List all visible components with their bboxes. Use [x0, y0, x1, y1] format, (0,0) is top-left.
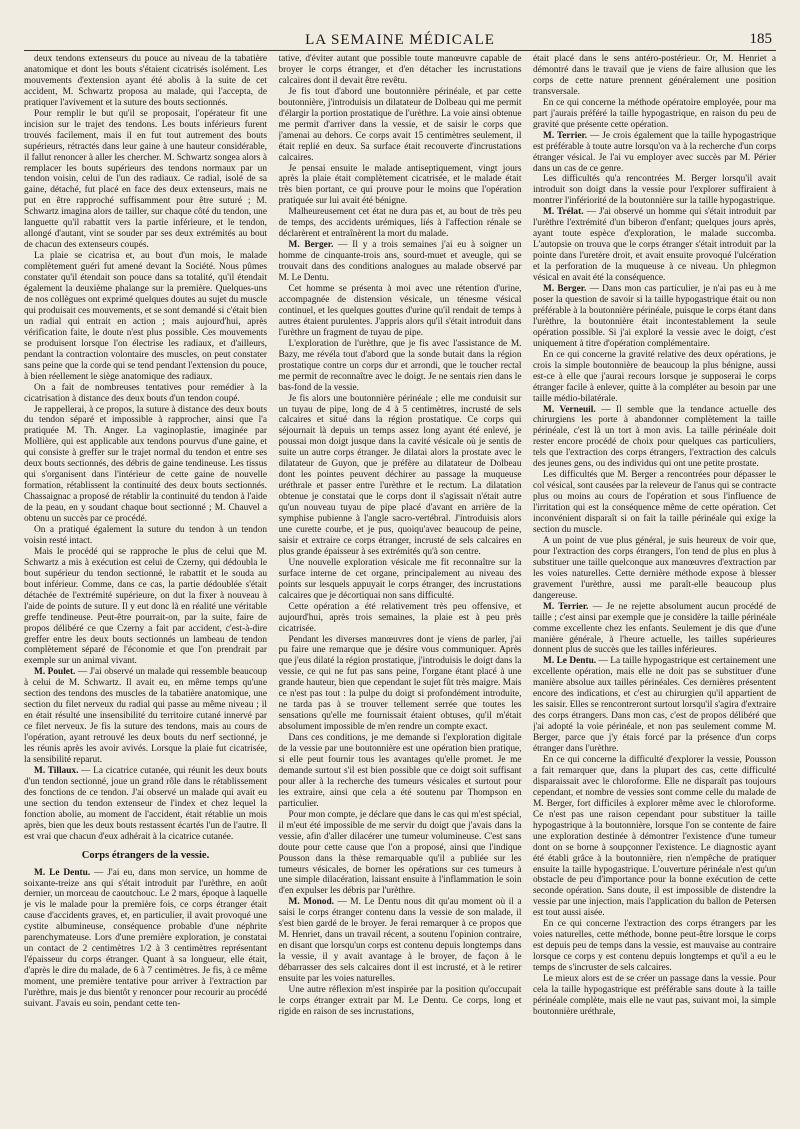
speaker-name: M. Le Dentu. — [34, 867, 91, 878]
paragraph-text: Je fis alors une boutonnière périnéale ; elle me conduisit sur un tuyau de pipe, long de 4 à 5 centimètres, incrusté de sels calcaires et situé dans la région prostatique. Ce corps qui séjournait là depuis un temps assez long ayant été enlevé, je poussai mon doigt jusque dans la cavité vésicale où je sentis de suite un autre corps étranger. Je dilatai alors la prostate avec le dilatateur de Guyon, que je préfère au dilatateur de Dolbeau dont les pointes peuvent déchirer au passage la muqueuse uréthrale et passer entre l'urèthre et le rectum. La dilatation obtenue je constatai que le corps dont il s'agissait n'était autre qu'un nouveau tuyau de pipe placé d'avant en arrière de la symphise pubienne à l'angle sacro-vertébral. J'introduisis alors une curette courbe, et je pus, quoiqu'avec beaucoup de peine, saisir et extraire ce corps étranger, incrusté de sels calcaires en plus grande épaisseur à ses extrémités qu'à son centre. — [278, 393, 522, 557]
paragraph — [24, 54, 267, 109]
paragraph — [24, 251, 267, 382]
paragraph-text: Une nouvelle exploration vésicale me fit reconnaître sur la surface interne de cet organe, principalement au niveau des points sur lesquels appuyait le corps étranger, des incrustations calcaires que je décortiquai non sans difficulté. — [278, 557, 522, 601]
paragraph-text: Je rappellerai, à ce propos, la suture à distance des deux bouts du tendon séparé et impossible à rapprocher, ainsi que l'a pratiquée M. Th. Anger. La vaginoplastie, imaginée par Mollière, qui est applicable aux tendons pourvus d'une gaine, et qui consiste à greffer sur le trajet normal du tendon et entre ses deux bouts sectionnés, des débris de gaine tendineuse. Les tissus qui s'organisent dans l'intérieur de cette gaine de nouvelle formation, rétablissent la continuité des deux bouts sectionnés. Chassaignac a proposé de rétablir la continuité du tendon à l'aide de la peau, en y soudant chaque bout sectionné ; M. Chauvel a obtenu un succès par ce procédé. — [24, 404, 267, 525]
paragraph-text: En ce qui concerne la gravité relative des deux opérations, je crois la simple boutonnière de beaucoup la plus bénigne, aussi est-ce à elle que j'aurai recours lorsque je supposerai le corps étranger facile à enlever, quitte à la compléter au besoin par une taille médio-bilatérale. — [533, 349, 776, 404]
paragraph — [533, 755, 776, 919]
paragraph — [533, 174, 776, 207]
paragraph-text: On a fait de nombreuses tentatives pour remédier à la cicatrisation à distance des deux bouts d'un tendon coupé. — [24, 382, 267, 404]
paragraph — [279, 810, 522, 898]
paragraph — [279, 985, 522, 1018]
column-right — [533, 54, 776, 1118]
paragraph-text: En ce qui concerne l'extraction des corps étrangers par les voies naturelles, cette méthode, bonne peut-être lorsque le corps est depuis peu de temps dans la vessie, est mauvaise au contraire lorsque ce corps y est contenu depuis longtemps et qu'il a eu le temps de s'incruster de sels calcaires. — [533, 919, 776, 974]
paragraph — [24, 405, 267, 525]
paragraph — [533, 350, 776, 405]
paragraph-text: Cette opération a été relativement très peu offensive, et aujourd'hui, après trois semaines, la plaie est à peu près cicatrisée. — [278, 601, 522, 634]
paragraph-text: Je pensai ensuite le malade antiseptiquement, vingt jours après la plaie était complètement cicatrisée, et le malade était très bien portant, ce qui prouve pour le moins que l'opération pratiquée sur lui avait été bénigne. — [278, 163, 522, 207]
speaker-name: M. Monod. — [288, 897, 335, 908]
paragraph — [279, 339, 522, 394]
speaker-name: M. Poulet. — [34, 667, 76, 678]
paragraph-text: tative, d'éviter autant que possible toute manœuvre capable de broyer le corps étranger, et d'en détacher les incrustations calcaires dont il devait être revêtu. — [278, 54, 522, 86]
running-head — [24, 30, 776, 51]
journal-title: LA SEMAINE MÉDICALE — [305, 32, 495, 48]
paragraph — [279, 733, 522, 810]
paragraph-text: — J'ai observé un malade qui ressemble beaucoup à celui de M. Schwartz. Il avait eu, en même temps qu'une section des tendons des muscles de la tabatière anatomique, une section du filet nerveux du radial qui passe au même niveau ; il en était résulté une insensibilité du territoire cutané innervé par ce filet nerveux. Je fis la suture des tendons, mais au cours de l'opération, ayant retrouvé les deux bouts du nerf sectionné, je les réunis après les avoir avivés. Lorsque la plaie fut cicatrisée, la sensibilité reparut. — [24, 667, 267, 765]
paragraph-text: Pendant les diverses manœuvres dont je viens de parler, j'ai pu faire une remarque que je désire vous communiquer. Après que j'eus dilaté la région prostatique, j'introduisis le doigt dans la vessie, ce qui ne fut pas sans peine, l'organe étant placé à une grande hauteur, bien que cependant le sujet fût très maigre. Mais ce n'est pas tout : la pulpe du doigt si profondément introduite, ne tarda pas à se trouver tellement serrée que toutes les sensations qu'elle me fournissait étaient obtuses, qu'il m'était absolument impossible de m'en rendre un compte exact. — [278, 634, 522, 733]
text-columns — [24, 54, 776, 1118]
paragraph-text: — Il y a trois semaines j'ai eu à soigner un homme de cinquante-trois ans, sourd-muet et aveugle, qui se trouvait dans des conditions analogues au malade observé par M. Le Dentu. — [278, 240, 522, 284]
speaker-paragraph — [533, 131, 776, 175]
paragraph-text: A un point de vue plus général, je suis heureux de voir que, pour l'extraction des corps étrangers, l'on tend de plus en plus à substituer une taille quelconque aux manœuvres d'extraction par les voies naturelles. Cette dernière méthode expose à blesser gravement l'urèthre, aussi me paraît-elle beaucoup plus dangereuse. — [533, 535, 776, 601]
paragraph-text: deux tendons extenseurs du pouce au niveau de la tabatière anatomique et dont les bouts s'étaient cicatrisés isolément. Les mouvements d'extension ayant été abolis à la suite de cet accident, M. Schwartz proposa au malade, qui l'accepta, de pratiquer l'avivement et la suture des bouts sectionnés. — [24, 54, 267, 108]
paragraph-text: Une autre réflexion m'est inspirée par la position qu'occupait le corps étranger extrait par M. Le Dentu. Ce corps, long et rigide en raison de ses incrustations, — [278, 985, 522, 1017]
paragraph-text: En ce qui concerne la méthode opératoire employée, pour ma part j'aurais préféré la taille hypogastrique, en raison du peu de gravité que présente cette opération. — [533, 97, 776, 130]
column-middle — [279, 54, 522, 1118]
paragraph-text: Mais le procédé qui se rapproche le plus de celui que M. Schwartz a mis à exécution est celui de Czerny, qui dédoubla le bout supérieur du tendon sectionné, le rabattit et le souda au bout inférieur. Comme, dans ce cas, la partie dédoublée s'était détachée de l'extrémité supérieure, on dut la fixer à nouveau à l'aide de points de suture. Il y eut donc là en réalité une véritable greffe tendineuse. Peut-être pourrait-on, par la suite, faire de propos délibéré ce que Czerny a fait par accident, c'est-à-dire greffer entre les deux bouts sectionnés un lambeau de tendon complètement séparé de l'économie et que l'on prendrait par exemple sur un animal vivant. — [24, 546, 267, 667]
speaker-paragraph — [24, 868, 267, 1010]
paragraph-text: Malheureusement cet état ne dura pas et, au bout de très peu de temps, des accidents urémiques, liés à l'affection rénale se déclarèrent et entraînèrent la mort du malade. — [278, 207, 522, 240]
speaker-name: M. Trélat. — [543, 207, 584, 218]
speaker-paragraph — [533, 207, 776, 284]
speaker-paragraph — [533, 602, 776, 657]
paragraph-text: — Je crois également que la taille hypogastrique est préférable à toute autre lorsqu'on va à la recherche d'un corps étranger vésical. Je l'ai vu employer avec succès par M. Périer dans un cas de ce genre. — [533, 130, 776, 174]
paragraph — [533, 536, 776, 602]
paragraph-text: — M. Le Dentu nous dit qu'au moment où il a saisi le corps étranger contenu dans la vessie de son malade, il s'est bien gardé de le broyer. Je ferai remarquer à ce propos que M. Henriet, dans un travail récent, a soutenu l'opinion contraire, en disant que lorsqu'un corps est contenu depuis longtemps dans la vessie, il y avait avantage à le broyer, de façon à le débarrasser des sels calcaires dont il est incrusté, et à le retirer ensuite par les voies naturelles. — [278, 897, 522, 985]
paragraph-text: était placé dans le sens antéro-postérieur. Or, M. Henriet a démontré dans le travail que je viens de faire allusion que les corps de cette nature prennent généralement une position transversale. — [533, 54, 776, 97]
paragraph — [279, 558, 522, 602]
paragraph-text: — Il semble que la tendance actuelle des chirurgiens les porte à abandonner complètement la taille périnéale, c'est là un tort à mon avis. La taille périnéale doit rester encore procédé de choix pour quelques cas particuliers, tels que l'extraction des corps étrangers, l'extraction des calculs des jeunes gens, ou des individus qui ont une petite prostate. — [533, 404, 776, 470]
paragraph-text: — J'ai observé un homme qui s'était introduit par l'urèthre l'extrémité d'un biberon d'enfant; quelques jours après, ayant toute espèce d'exploration, le malade succomba. L'autopsie on trouva que le corps étranger s'était introduit par la pointe dans l'uretère droit, et avait ensuite provoqué l'ulcération et la perforation de la muqueuse à ce niveau. Un phlegmon vésical en avait été la conséquence. — [533, 207, 776, 284]
speaker-paragraph — [279, 240, 522, 284]
speaker-paragraph — [533, 405, 776, 471]
speaker-paragraph — [279, 897, 522, 985]
section-title: Corps étrangers de la vessie. — [81, 849, 210, 861]
speaker-paragraph — [24, 667, 267, 766]
paragraph — [24, 547, 267, 667]
column-left — [24, 54, 267, 1118]
paragraph-text: L'exploration de l'urèthre, que je fis avec l'assistance de M. Bazy, me révéla tout d'abord que la sonde butait dans la région prostatique contre un corps dur et arrondi, que le toucher rectal me permit de reconnaître avec le doigt. Je ne sentais rien dans le bas-fond de la vessie. — [278, 338, 522, 393]
paragraph-text: Pour mon compte, je déclare que dans le cas qui m'est spécial, il m'eut été impossible de me servir du doigt que j'avais dans la vessie, afin d'aller dilacérer une tumeur volumineuse. C'est sans doute pour cette cause que l'on a proposé, ainsi que l'indique Pousson dans la thèse remarquable qu'il a publiée sur les tumeurs vésicales, de borner les opérations sur ces tumeurs à une simple dilacération, laissant ensuite à l'inflammation le soin d'en expulser les débris par l'urèthre. — [278, 809, 522, 897]
paragraph-text: Le mieux alors est de se créer un passage dans la vessie. Pour cela la taille hypogastrique est préférable sans doute à la taille périnéale complète, mais elle ne vaut pas, suivant moi, la simple boutonnière uréthrale, — [533, 974, 776, 1017]
paragraph — [533, 470, 776, 536]
paragraph — [279, 284, 522, 339]
paragraph — [533, 54, 776, 98]
paragraph-text: — Dans mon cas particulier, je n'ai pas eu à me poser la question de savoir si la taille hypogastrique était ou non préférable à la boutonnière périnéale, puisque le corps étant dans l'urèthre, la boutonnière était incontestablement la seule opération possible. Si j'ai exploré la vessie avec le doigt, c'est uniquement à titre d'opération complémentaire. — [533, 284, 776, 349]
paragraph — [24, 525, 267, 547]
speaker-name: M. Berger. — [543, 284, 587, 295]
paragraph-text: La plaie se cicatrisa et, au bout d'un mois, le malade complètement guéri fut amené devant la Société. Nous pûmes constater qu'il étendait son pouce dans sa totalité, qu'il étendait également la deuxième phalange sur la première. Quelques-uns de nos collègues ont exprimé quelques doutes au sujet du muscle qui produisait ces mouvements, et se sont demandé si c'était bien un radial qui entrait en action ; mais aujourd'hui, après vérification faite, le doute n'est plus possible. Ces mouvements se produisent lorsque l'on électrise les radiaux, et d'ailleurs, pendant la contraction volontaire des muscles, on peut constater sans peine que la corde qui se tend pendant l'extension du pouce, à bien réellement le siège anatomique des radiaux. — [24, 251, 267, 382]
speaker-name: M. Berger. — [288, 240, 334, 251]
paragraph-text: — La taille hypogastrique est certainement une excellente opération, mais elle ne doit pas se substituer d'une manière absolue aux tailles périnéales. Ces dernières présentent encore des indications, et c'est au chirurgien qu'il appartient de les saisir. Elles se rencontreront surtout lorsqu'il s'agira d'extraire des corps étrangers. Dans mon cas, c'est de propos délibéré que j'ai adopté la voie périnéale, et non pas seulement comme M. Berger, parce que j'y étais forcé par la présence d'un corps étranger dans l'urèthre. — [533, 656, 776, 755]
paragraph — [279, 54, 522, 87]
paragraph-text: Les difficultés que M. Berger a rencontrées pour dépasser le col vésical, sont causées par la releveur de l'anus qui se contracte plus ou moins au cours de l'opération et sous l'influence de l'irritation qui est la conséquence même de cette opération. Cet inconvénient disparaît si on fait la taille périnéale qui exige la section du muscle. — [533, 470, 776, 535]
paragraph-text: Pour remplir le but qu'il se proposait, l'opérateur fit une incision sur le trajet des tendons. Les bouts inférieurs furent trouvés facilement, mais il en fut tout autrement des bouts supérieurs, rétractés dans leur gaine à une hauteur considérable, il fallut renoncer à aller les chercher. M. Schwartz songea alors à remplacer les bouts supérieurs des tendons normaux par un tendon voisin, celui de l'un des radiaux. Ce radial, isolé de sa gaine, détaché, fut placé en face des deux extenseurs, mais ne put en être rapproché suffisamment pour être suturé ; M. Schwartz imagina alors de tailler, sur chaque côté du tendon, une languette qu'il rabattit vers la partie inférieure, et le tendon, allongé d'autant, vint se souder par ses deux extrémités au bout de chacun des extenseurs coupés. — [24, 108, 267, 251]
paragraph — [279, 602, 522, 635]
speaker-name: M. Le Dentu. — [543, 656, 597, 667]
paragraph-text: En ce qui concerne la difficulté d'explorer la vessie, Pousson a fait remarquer que, dans la plupart des cas, cette difficulté disparaissait avec le chloroforme. Elle ne disparaît pas toujours cependant, et nombre de vessies sont comme celle du malade de M. Berger, fort difficiles à explorer même avec le chloroforme. Ce n'est pas une raison cependant pour substituer la taille hypogastrique à la boutonnière, lorsque l'on se contente de faire une exploration destinée à démontrer l'existence d'une tumeur dont on se borne à soupçonner l'existence. Le diagnostic ayant été établi grâce à la boutonnière, rien n'empêche de pratiquer ensuite la taille hypogastrique. L'ouverture périnéale n'est qu'un obstacle de peu d'importance pour la bonne exécution de cette seconde opération. Sans doute, il est impossible de distendre la vessie par une injection, mais l'application du ballon de Petersen est tout aussi aisée. — [533, 755, 776, 919]
speaker-paragraph — [24, 766, 267, 843]
paragraph-text: — J'ai eu, dans mon service, un homme de soixante-treize ans qui s'était introduit par l'urèthre, en août dernier, un morceau de caoutchouc. Le 2 mars, époque à laquelle je vis le malade pour la première fois, ce corps étranger était cause d'accidents graves, et, en particulier, il avait provoqué une cystite albumineuse, conséquence probable d'une néphrite parenchymateuse. Lors d'une première exploration, je constatai un contact de 2 centimètres 1/2 à 3 centimètres représentant l'épaisseur du corps étranger. Quant à sa longueur, elle était, d'après le dire du malade, de 6 à 7 centimètres. Je fis, à ce même moment, une première tentative pour arriver à l'extraction par l'urèthre, mais je dus bientôt y renoncer pour recourir au procédé suivant. J'avais eu soin, pendant cette ten- — [24, 867, 267, 1010]
paragraph-text: Cet homme se présenta à moi avec une rétention d'urine, accompagnée de distension vésicale, un ténesme vésical continuel, et les quelques gouttes d'urine qu'il rendait de temps à autres étaient purulentes. J'appris alors qu'il s'était introduit dans l'urèthre un fragment de tuyau de pipe. — [278, 284, 522, 338]
paragraph — [279, 164, 522, 208]
paragraph-text: — La cicatrice cutanée, qui réunit les deux bouts d'un tendon sectionné, joue un grand rôle dans le rétablissement des fonctions de ce tendon. J'ai observé un malade qui avait eu une section du tendon extenseur de l'index et chez lequel la fonction abolie, au moment de l'accident, était rétablie un mois après, bien que les deux bouts restassent écartés l'un de l'autre. Il est vrai que chacun d'eux adhérait à la cicatrice cutanée. — [24, 765, 267, 842]
paragraph — [279, 87, 522, 164]
speaker-name: M. Verneuil. — [543, 404, 596, 415]
paragraph — [24, 383, 267, 405]
paragraph-text: Je fis tout d'abord une boutonnière périnéale, et par cette boutonnière, j'introduisis un dilatateur de Dolbeau qui me permit d'élargir la portion prostatique de l'urèthre. La voie ainsi obtenue me permit d'arriver dans la vessie, et de saisir le corps que j'amenai au dehors. Ce corps avait 15 centimètres seulement, il était replié en deux. Sa surface était recouverte d'incrustations calcaires. — [278, 86, 522, 163]
speaker-paragraph — [533, 284, 776, 350]
speaker-name: M. Terrier. — [543, 601, 589, 612]
paragraph — [533, 919, 776, 974]
paragraph-text: Les difficultés qu'a rencontrées M. Berger lorsqu'il avait introduit son doigt dans la vessie pour l'explorer suffiraient à montrer l'infériorité de la boutonnière sur la taille hypogastrique. — [533, 174, 776, 207]
paragraph — [279, 635, 522, 734]
paragraph — [279, 207, 522, 240]
paragraph — [533, 974, 776, 1018]
paragraph-text: On a pratiqué également la suture du tendon à un tendon voisin resté intact. — [24, 524, 267, 546]
paragraph-text: — Je ne rejette absolument aucun procédé de taille ; c'est ainsi par exemple que je considère la taille périnéale comme excellente chez les enfants. Seulement je dis que d'une manière générale, à l'heure actuelle, les tailles supérieures donnent plus de succès que les tailles inférieures. — [533, 601, 776, 656]
paragraph — [24, 109, 267, 251]
speaker-paragraph — [533, 656, 776, 755]
paragraph — [533, 98, 776, 131]
paragraph — [279, 394, 522, 558]
speaker-name: M. Terrier. — [543, 130, 588, 141]
paragraph-text: Dans ces conditions, je me demande si l'exploration digitale de la vessie par une boutonnière est une opération bien pratique, si elle peut fournir tous les avantages qu'elle promet. Je me demande surtout s'il est bien possible que ce doigt soit suffisant pour aller à la recherche des tumeurs vésicales et surtout pour les extraire, ainsi que cela a été soutenu par Thompson en particulier. — [278, 733, 522, 809]
page-number: 185 — [749, 31, 772, 47]
speaker-name: M. Tillaux. — [34, 765, 79, 776]
